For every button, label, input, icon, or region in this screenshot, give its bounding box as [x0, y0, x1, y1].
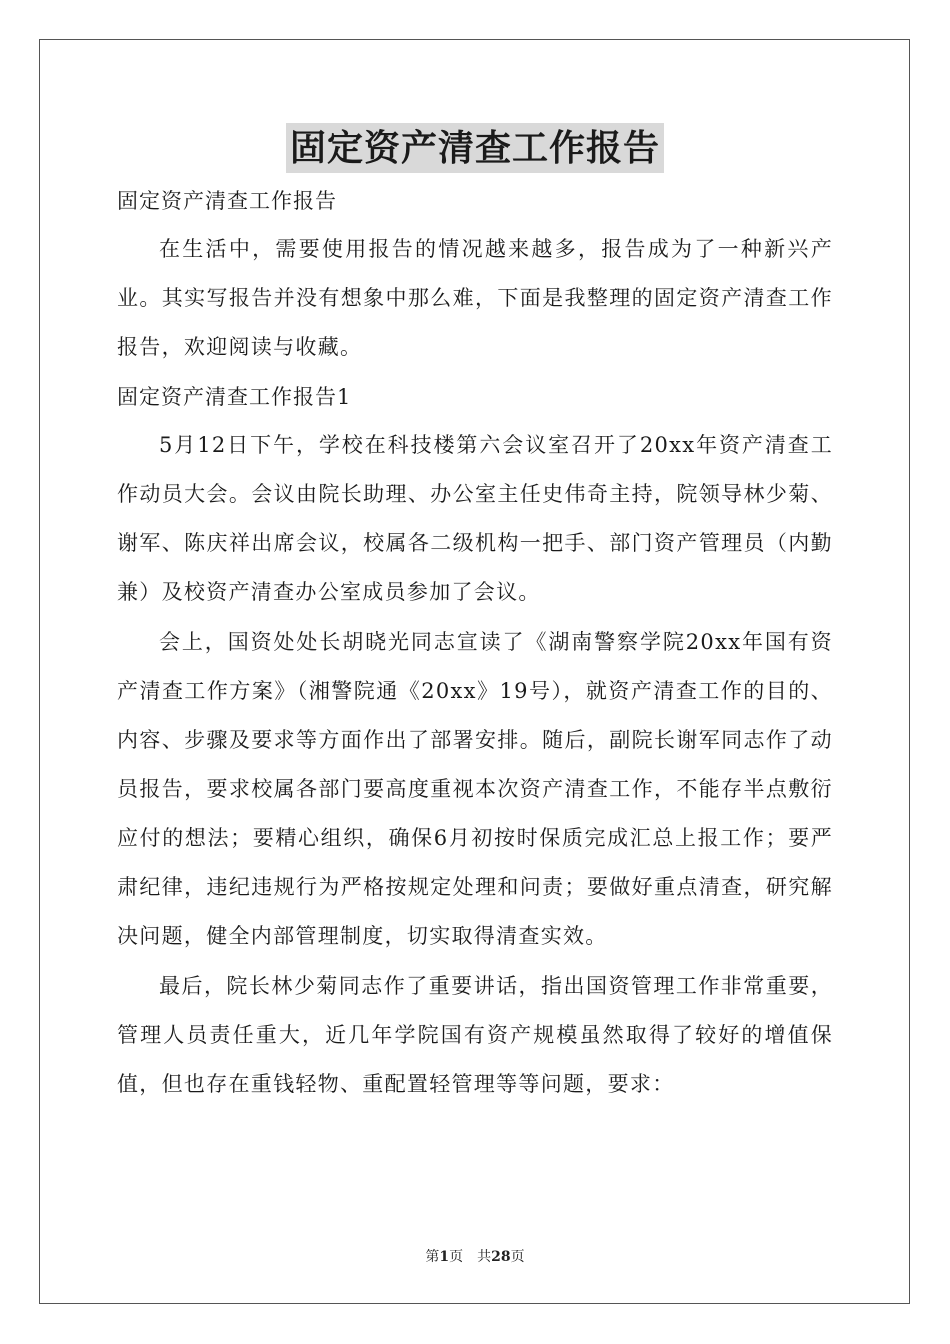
title-area	[0, 123, 950, 173]
footer-middle: 页 共	[449, 1249, 492, 1265]
document-title: 固定资产清查工作报告	[286, 123, 664, 173]
section-heading: 固定资产清查工作报告1	[117, 385, 352, 409]
body-paragraph: 5月12日下午，学校在科技楼第六会议室召开了20xx年资产清查工作动员大会。会议由院长助理、办公室主任史伟奇主持，院领导林少菊、谢军、陈庆祥出席会议，校属各二级机构一把手、部门资产管理员（内勤兼）及校资产清查办公室成员参加了会议。	[117, 433, 833, 604]
document-body	[117, 177, 833, 1110]
total-page-count: 28	[491, 1249, 511, 1265]
footer-prefix: 第	[425, 1249, 440, 1265]
body-paragraph: 会上，国资处处长胡晓光同志宣读了《湖南警察学院20xx年国有资产清查工作方案》（湘警院通《20xx》19号），就资产清查工作的目的、内容、步骤及要求等方面作出了部署安排。随后，副院长谢军同志作了动员报告，要求校属各部门要高度重视本次资产清查工作，不能存半点敷衍应付的想法；要精心组织，确保6月初按时保质完成汇总上报工作；要严肃纪律，违纪违规行为严格按规定处理和问责；要做好重点清查，研究解决问题，健全内部管理制度，切实取得清查实效。	[117, 630, 833, 948]
footer-suffix: 页	[510, 1249, 525, 1265]
document-subtitle: 固定资产清查工作报告	[117, 189, 337, 213]
current-page-number: 1	[439, 1249, 450, 1265]
page-footer	[0, 1246, 950, 1266]
intro-paragraph: 在生活中，需要使用报告的情况越来越多，报告成为了一种新兴产业。其实写报告并没有想象中那么难，下面是我整理的固定资产清查工作报告，欢迎阅读与收藏。	[117, 237, 833, 359]
body-paragraph: 最后，院长林少菊同志作了重要讲话，指出国资管理工作非常重要，管理人员责任重大，近几年学院国有资产规模虽然取得了较好的增值保值，但也存在重钱轻物、重配置轻管理等等问题，要求：	[117, 974, 833, 1096]
